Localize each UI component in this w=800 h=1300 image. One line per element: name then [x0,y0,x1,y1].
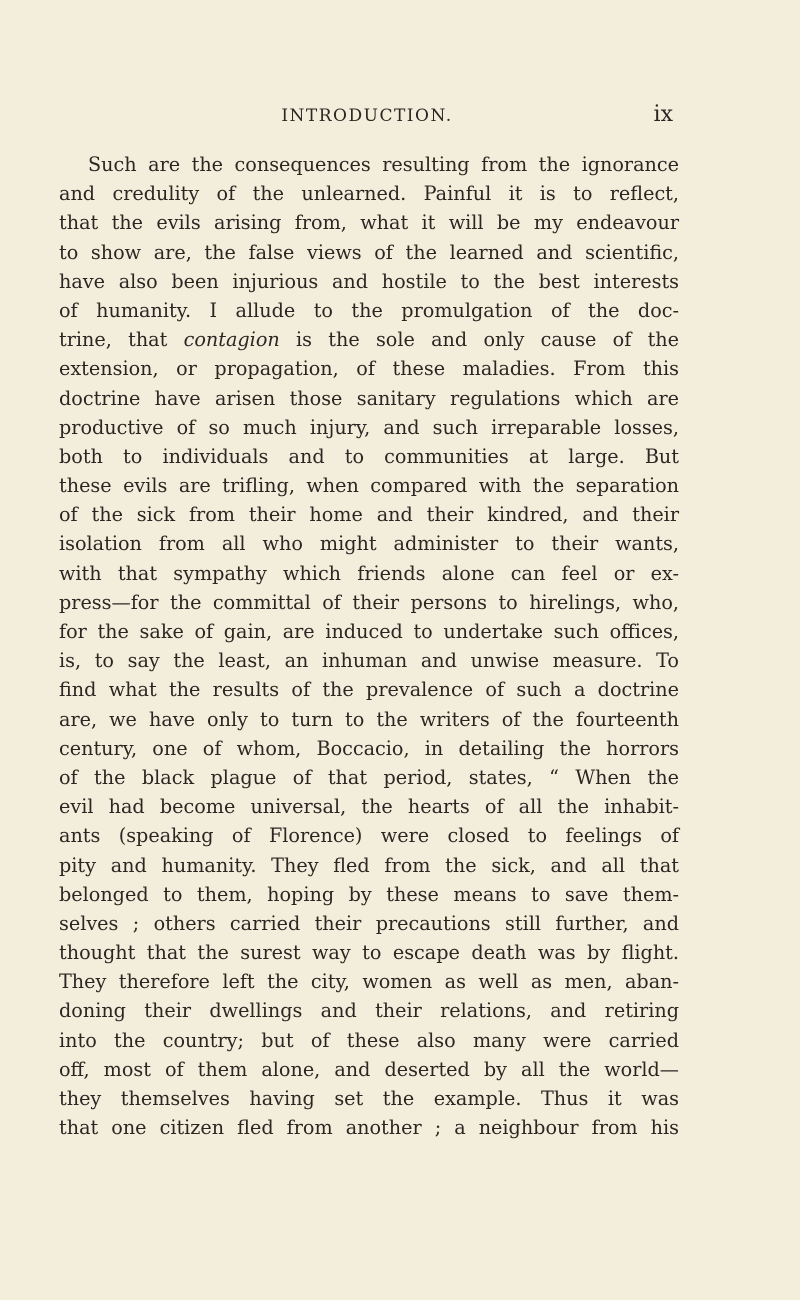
text-line: into the country; but of these also many were carried [59,1028,679,1052]
text-line: selves ; others carried their precautions still further, and [59,911,679,935]
text-line: pity and humanity. They fled from the sick, and all that [59,853,679,877]
text-line: Such are the consequences resulting from the ignorance [88,153,679,176]
text-line: to show are, the false views of the learned and scientific, [59,240,679,264]
text-line: extension, or propagation, of these maladies. From this [59,357,679,381]
body-text [59,150,679,1142]
text-line: they themselves having set the example. Thus it was [59,1087,679,1110]
text-line: of the black plague of that period, states, “ When the [59,765,679,789]
text-line: doctrine have arisen those sanitary regulations which are [59,386,679,410]
page-number: ix [653,102,673,127]
text-line: century, one of whom, Boccacio, in detailing the horrors [59,736,679,760]
italic-term: contagion [183,328,280,352]
text-line: both to individuals and to communities at large. But [59,444,679,468]
text-line: off, most of them alone, and deserted by all the world— [59,1057,679,1081]
text-line: are, we have only to turn to the writers of the fourteenth [59,707,679,731]
text-line: evil had become universal, the hearts of all the inhabit- [59,795,679,819]
running-title: INTRODUCTION. [281,106,453,126]
text-line: doning their dwellings and their relations, and retiring [59,999,679,1023]
text-line: press—for the committal of their persons to hirelings, who, [59,590,679,614]
text-line: these evils are trifling, when compared with the separation [59,474,679,498]
text-line: thought that the surest way to escape death was by flight. [59,941,679,965]
running-head [59,102,675,132]
text-fragment: trine, that [59,328,184,352]
text-line: They therefore left the city, women as well as men, aban- [59,970,679,994]
text-line: with that sympathy which friends alone can feel or ex- [59,561,679,585]
text-line: find what the results of the prevalence of such a doctrine [59,678,679,702]
text-fragment: is the sole and only cause of the [279,328,679,352]
text-line: that one citizen fled from another ; a neighbour from his [59,1116,679,1140]
text-line: isolation from all who might administer to their wants, [59,532,679,556]
text-line: that the evils arising from, what it will be my endeavour [59,211,679,235]
text-line: belonged to them, hoping by these means to save them- [59,882,679,906]
text-line: is, to say the least, an inhuman and unwise measure. To [59,649,679,673]
text-line: productive of so much injury, and such irreparable losses, [59,415,679,439]
text-line [59,325,679,354]
text-line: for the sake of gain, are induced to undertake such offices, [59,620,679,643]
text-line: of humanity. I allude to the promulgation of the doc- [59,298,679,322]
text-line: and credulity of the unlearned. Painful it is to reflect, [59,182,679,206]
text-line: ants (speaking of Florence) were closed to feelings of [59,824,679,848]
text-line: of the sick from their home and their kindred, and their [59,503,679,527]
text-line: have also been injurious and hostile to the best interests [59,269,679,293]
